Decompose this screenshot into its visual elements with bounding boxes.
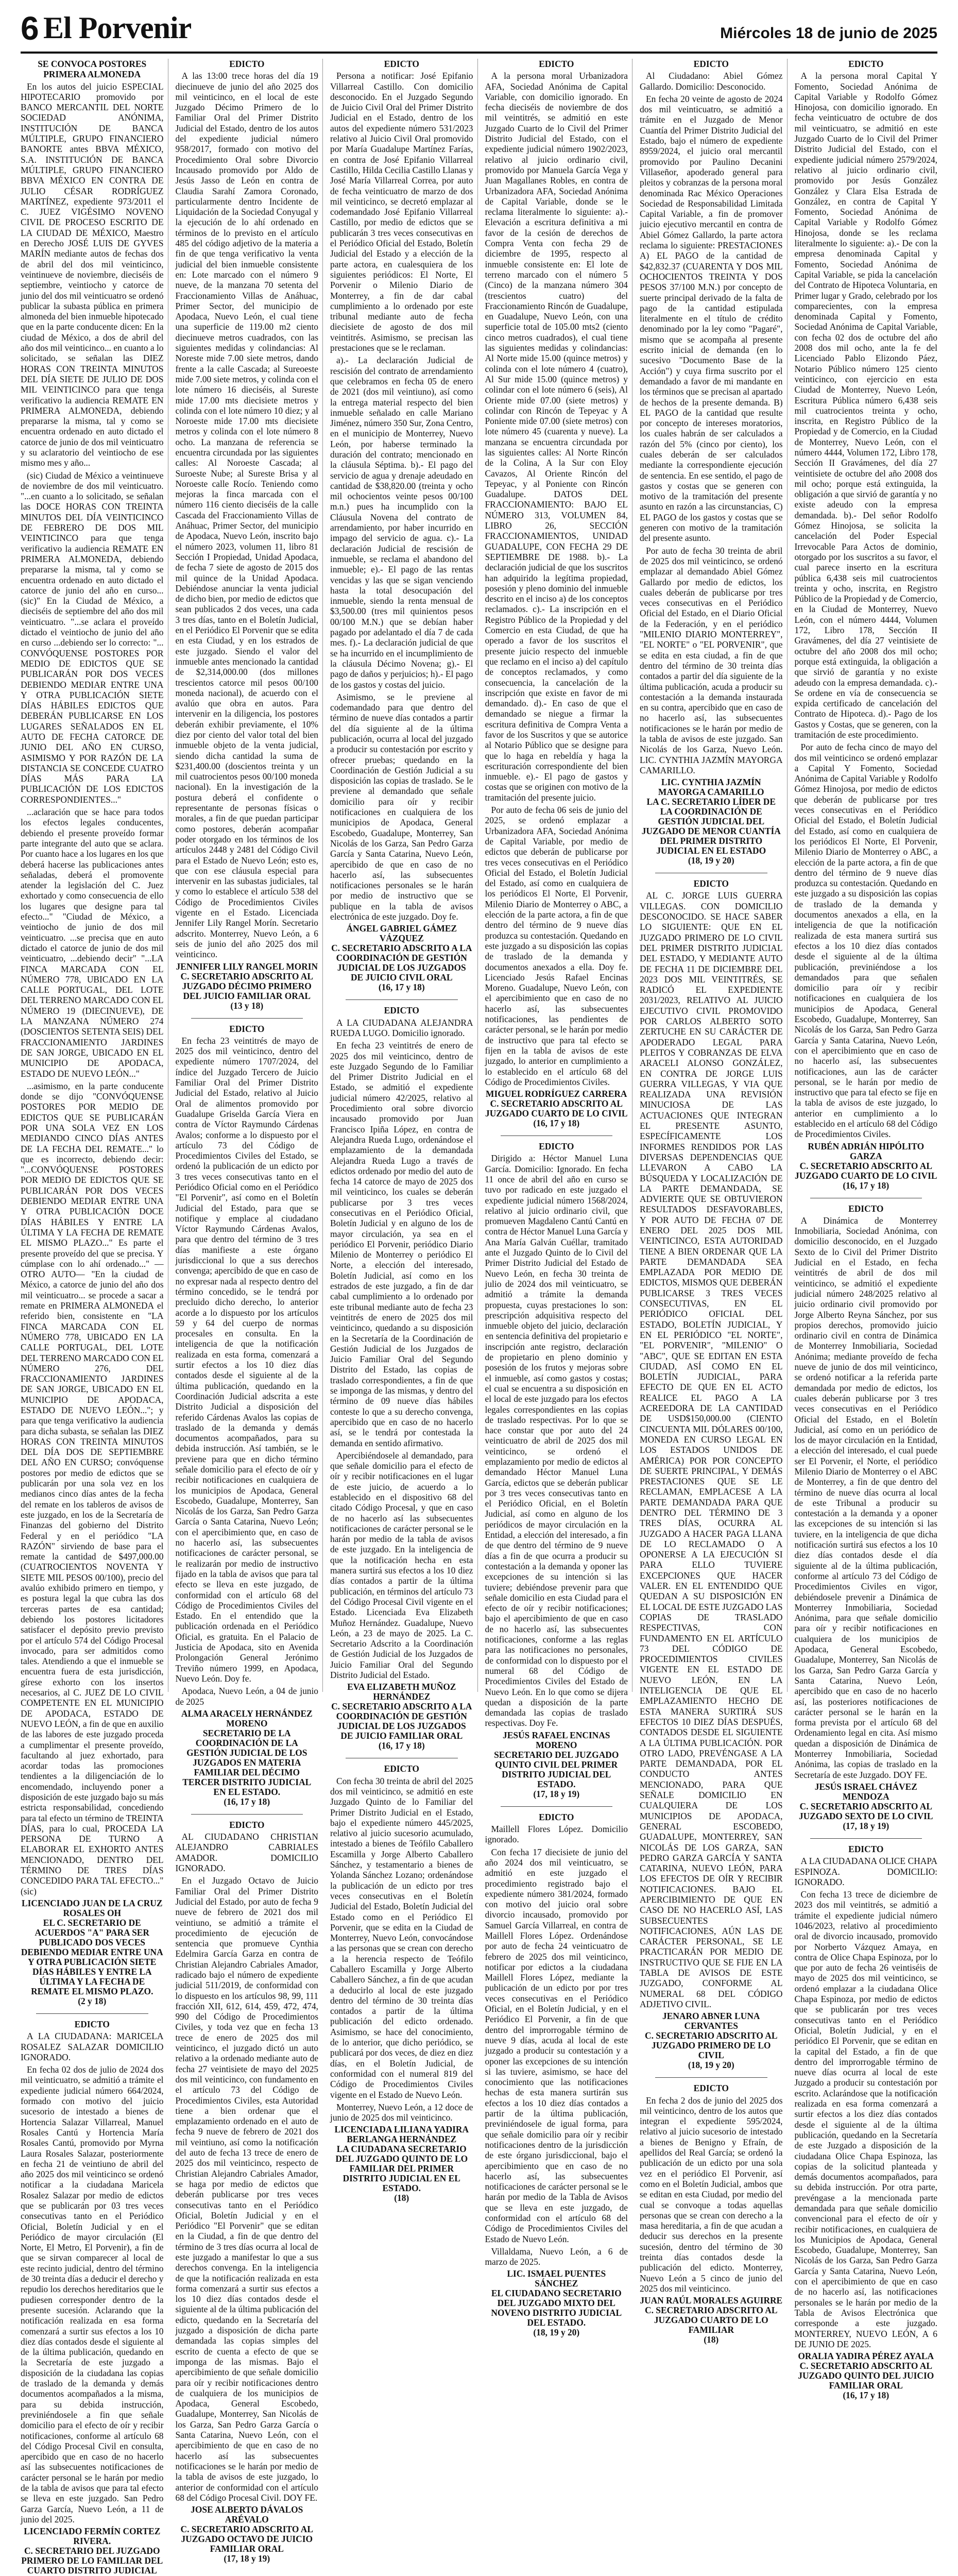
notice-paragraph: En fecha 23 veintitrés de enero de 2025 dos mil veinticinco, dentro de este Juzgado Segundo de lo Familiar del Primer Distrito Judicial en el Estado, se admitió el expediente judicial número 42/2025, relativo al Procedimiento oral sobre divorcio incausado promovido por Juan Francisco Ipiña López, en contra de Alejandra Rueda Lugo, ordenándose el emplazamiento de la demandada Alejandra Rueda Lugo a través de edictos ordenado por medio del auto de fecha 14 catorce de mayo de 2025 dos mil veinticinco, los cuales se deberán publicarse por 3 tres veces consecutivas en el Periódico Oficial, Boletín Judicial y en alguno de los de mayor circulación, ya sea en el periódico El Porvenir, periódico Diario Milenio de Monterrey o periódico El Norte, a elección del interesado, Boletín Judicial, así como en los estrados de este juzgado, a fin de dar cabal cumplimiento a lo ordenado por este tribunal mediante auto de fecha 23 veintitrés de enero de 2025 dos mil veinticinco, quedando a su disposición en la Secretaría de la Coordinación de Gestión Judicial de los Juzgados de Juicio Familiar Oral del Segundo Distrito del Estado, las copias de traslado correspondientes, a fin de que se imponga de las mismas, y dentro del término de 09 nueve días hábiles conteste lo que a su derecho convenga, apercibido que en caso de no hacerlo así, se le tendrá por contestada la demanda en sentido afirmativo. — [330, 1040, 473, 1448]
notice-title: EDICTO — [74, 2019, 110, 2029]
signature-name: LIC. CYNTHIA JAZMÍN MAYORGA CAMARILLO — [658, 777, 764, 798]
notice-paragraph: (sic) Ciudad de México a veintinueve de noviembre de dos mil veinticuatro. "...en cuanto a lo solicitado, se señalan las DOCE HORAS CON TREINTA MINUTOS DEL DÍA VEINTICINCO DE FEBRERO DE DOS MIL VEINTICINCO para que tenga verificativo la audiencia REMATE EN PRIMERA ALMONEDA, debiendo prepararse la misma, tal y como se encuentra ordenado en auto dictado el catorce de junio del año en curso...(sic)" En la Ciudad de México, a dieciséis de septiembre del año dos mil veinticuatro. "...se aclara el proveído dictado el veintiocho de junio del año en curso ...debiendo ser lo correcto: "... CONVÓQUENSE POSTORES POR MEDIO DE EDICTOS QUE SE PUBLICARÁN POR DOS VECES DEBIENDO MEDIAR ENTRE UNA Y OTRA PUBLICACIÓN SIETE DÍAS HÁBILES EDICTOS QUE DEBERÁN PUBLICARSE EN LOS LUGARES SEÑALADOS EN EL AUTO DE FECHA CATORCE DE JUNIO DEL AÑO EN CURSO, ASIMISMO Y POR RAZÓN DE LA DISTANCIA SE CONCEDE CUATRO DÍAS MÁS PARA LA PUBLICACIÓN DE LOS EDICTOS CORRESPONDIENTES..." — [21, 470, 164, 805]
notice-title: EDICTO — [384, 1005, 419, 1016]
notice-divider — [810, 1838, 922, 1839]
signature-dates: (16, 17 y 18) — [224, 1796, 270, 1807]
signature-role: C. SECRETARIO ADSCRITO AL JUZGADO CUARTO DE LO CIVIL — [795, 1160, 937, 1181]
notice-signature — [176, 1709, 319, 1807]
notice-paragraph: Apercibiéndosele al demandado, para que señale domicilio para el efecto de oír y recibir notificaciones en el lugar de este juicio, de acuerdo a lo establecido en el dispositivo 68 del citado Código Procesal, y que en caso de no hacerlo así las subsecuentes notificaciones de carácter personal se le harán por medio de la tabla de avisos de este juzgado. En la inteligencia de que la notificación hecha en esta manera surtirá sus efectos a los 10 diez días contados a partir de la última publicación, en términos del artículo 73 del Código Procesal Civil vigente en el Estado. Licenciada Eva Elizabeth Muñoz Hernández. Guadalupe, Nuevo León, a 23 de mayo de 2025. La C. Secretario Adscrito a la Coordinación de Gestión Judicial de los Juzgados de Juicio Familiar Oral del Segundo Distrito Judicial del Estado. — [330, 1450, 473, 1681]
signature-name: JOSE ALBERTO DÁVALOS ARÉVALO — [191, 2504, 303, 2525]
signature-name: LICENCIADO JUAN DE LA CRUZ ROSALES OH — [22, 1897, 163, 1918]
notice-paragraph: A las 13:00 trece horas del día 19 diecinueve de junio del año 2025 dos mil veinticinco, en el local de este Juzgado Décimo Primero de lo Familiar Oral del Primer Distrito Judicial del Estado, dentro de los autos del expediente judicial número 958/2017, formado con motivo del Procedimiento Oral sobre Divorcio Incausado promovido por Aldo de Jesús Jasso de León en contra de Claudia Sarahí Zamora Coronado, particularmente dentro Incidente de Liquidación de la Sociedad Conyugal y la ejecución de lo ahí ordenado en términos de lo previsto en el artículo 485 del código adjetivo de la materia a fin de que tenga verificativo la venta judicial del bien inmueble consistente en: Lote marcado con el número 9 nueve, de la manzana 70 setenta del Fraccionamiento Villas de Anáhuac, Primer Sector, del municipio de Apodaca, Nuevo León, el cual tiene una superficie de 119.00 m2 ciento diecinueve metros cuadrados, con las siguientes medidas y colindancias: Al Noreste mide 7.00 siete metros, dando frente a la calle Cascada; al Sureoeste mide 7.00 siete metros, y colinda con el lote número 16 dieciséis, al Sureste mide 17.00 mts diecisiete metros y colinda con el lote número 10 diez; y al Noroeste mide 17.00 mts diecisiete metros y colinda con el lote número 8 ocho. La manzana de referencia se encuentra circundada por las siguientes calles: Al Noroeste Cascada; al Suroeste Nube; al Sureste Brisa y al Noroeste calle Rocío. Teniendo como mejoras la finca marcada con el número 116 ciento dieciséis de la calle Cascada del Fraccionamiento Villas de Anáhuac, Primer Sector, del municipio de Apodaca, Nuevo León, inscrito bajo el número 2023, volumen 11, libro 81 Sección I Propiedad, Unidad Apodaca, de fecha 7 siete de agosto de 2015 dos mil quince de la Unidad Apodaca. Debiéndose anunciar la venta judicial de dicho bien, por medio de edictos que sean publicados 2 dos veces, una cada 3 tres días, tanto en el Boletín Judicial, en el Periódico El Porvenir que se edita en esta Ciudad, y en los estrados de este juzgado. Siendo el valor del inmueble antes mencionado la cantidad de $2,314,000.00 (dos millones trescientos catorce mil pesos 00/100 moneda nacional), de acuerdo con el avalúo que obra en autos. Para intervenir en la diligencia, los postores deberán exhibir previamente, el 10% diez por ciento del valor total del bien inmueble objeto de la venta judicial, siendo dicha cantidad la suma de $231,400.00 (doscientos treinta y un mil cuatrocientos pesos 00/100 moneda nacional). En la investigación de la postura deberá el confidente o representante de personas físicas o morales, a fin de que puedan participar como postores, deberán acompañar poder otorgado en los términos de los artículos 2448 y 2481 del Código Civil para el Estado de Nuevo León; esto es, que con ese cláusula especial para intervenir en las subastas judiciales, tal y como lo establece el artículo 538 del Código de Procedimientos Civiles vigente en el Estado. Licenciada Jennifer Lily Rangel Morín. Secretario adscrito. Monterrey, Nuevo León, a 6 seis de junio del año 2025 dos mil veinticinco. — [175, 71, 318, 960]
legal-notice — [795, 1844, 938, 2400]
notice-paragraph: Con fecha 13 trece de diciembre de 2023 dos mil veintitrés, se admitió a trámite el expediente judicial número 1046/2023, relativo al procedimiento oral de divorcio incausado, promovido por Norberto Vázquez Amaya, en contra de Olice Chapa Espinoza, por lo que por auto de fecha 26 veintiséis de mayo de 2025 dos mil veinticinco, se ordenó emplazar a la ciudadana Olice Chapa Espinoza, por medio de edictos que se publicarán por tres veces consecutivas tanto en el Periódico Oficial, Boletín Judicial, y en el periódico El Porvenir, que se editan en la capital del Estado, a fin de que dentro del improrrogable término de nueve días ocurra al local de este Juzgado a producir su contestación por escrito. Aclarándose que la notificación realizada en esa forma comenzará a surtir efectos a los diez días contados desde el siguiente al de la última publicación, quedando en la Secretaría de este Juzgado a disposición de la ciudadana Olice Chapa Espinoza, las copias de la solicitud planteada y demás documentos acompañados, para su debida instrucción. Por otra parte, prevéngase a la mencionada parte demandada para que señale domicilio convencional para el efecto de oír y recibir notificaciones, en cualquiera de los Municipios de Apodaca, General Escobedo, Guadalupe, Monterrey, San Nicolás de los Garza, San Pedro Garza García y Santa Catarina, Nuevo León, con el apercibimiento de que en caso de no hacerlo así, las notificaciones personales se le harán por medio de la Tabla de Avisos Electrónica que corresponde a este juzgado. MONTERREY, NUEVO LEÓN, A 6 DE JUNIO DE 2025. — [794, 1889, 937, 2349]
signature-dates: (13 y 18) — [230, 1000, 264, 1011]
signature-role: LA C. SECRETARIO LÍDER DE LA COORDINACIÓN DE GESTIÓN JUDICIAL DEL JUZGADO DE MENOR CUANTÍA DEL PRIMER DISTRITO JUDICIAL EN EL ESTADO — [641, 796, 781, 856]
signature-name: LICENCIADA LILIANA YADIRA BERLANGA HERNÁNDEZ — [334, 2124, 469, 2145]
issue-date: Miércoles 18 de junio de 2025 — [720, 25, 937, 42]
notice-paragraph: A LA CIUDADANA ALEJANDRA RUEDA LUGO. Domicilio ignorado. — [330, 1017, 473, 1038]
legal-notice — [795, 1204, 938, 1831]
notice-title: EDICTO — [848, 1203, 884, 1214]
legal-notice — [21, 2019, 164, 2576]
newspaper-logo: El Porvenir — [43, 11, 192, 45]
notice-paragraph: En fecha 20 veinte de agosto de 2024 dos mil veinticuatro, se admitió a trámite en el Juzgado de Menor Cuantía del Primer Distrito Judicial del Estado, bajo el número de expediente 8959/2024, el juicio oral mercantil promovido por Paulino Decanini Villaseñor, apoderado general para pleitos y cobranzas de la persona moral denominada Rac México Operaciones Sociedad de Responsabilidad Limitada Capital Variable, a fin de promover juicio ejecutivo mercantil en contra de Abiel Gómez Gallardo, la parte actora reclama lo siguiente: PRESTACIONES A) EL PAGO de la cantidad de $42,832.37 (CUARENTA Y DOS MIL OCHOCIENTOS TREINTA Y DOS PESOS 37/100 M.N.) por concepto de suerte principal derivado de la falta de pago de la cantidad estipulada literalmente en el título de crédito denominado por la ley como "Pagaré", mismo que se acompaña al presente escrito inicial de demanda (en lo sucesivo "Documento Base de la Acción") y cuya firma suscrito por el demandado a favor de mi mandante en los términos que se precisan al apartado de hechos de la presente demanda. B) EL PAGO de la cantidad que resulte por concepto de intereses moratorios, los cuales habrán de ser calculados a razón del 5% (cinco por ciento), los cuales deberán de ser calculados mediante la correspondiente ejecución de sentencia. En ese sentido, el pago de gastos y costas que se generen con motivo de la tramitación del presente asunto en razón a las circunstancias, C) EL PAGO de los gastos y costas que se generen con motivo de la tramitación del presente asunto. — [640, 93, 783, 544]
signature-role: SECRETARIO DE LA COORDINACIÓN DE LA GESTIÓN JUDICIAL DE LOS JUZGADOS EN MATERIA FAMILIAR DEL DÉCIMO TERCER DISTRITO JUDICIAL EN EL ESTADO. — [182, 1727, 312, 1797]
signature-dates: (16, 17 y 18) — [843, 2390, 889, 2401]
signature-dates: (18, 19 y 20) — [533, 2327, 580, 2338]
signature-role: SECRETARIO DEL JUZGADO QUINTO CIVIL DEL PRIMER DISTRITO JUDICIAL DEL ESTADO. — [494, 1749, 619, 1789]
notice-paragraph: A Dinámica de Monterrey Inmobiliaria, Sociedad Anónima, con domicilio desconocido, en el Juzgado Sexto de lo Civil del Primer Distrito Judicial en el Estado, en fecha veintitrés de abril de dos mil veinticinco, se admitió el expediente judicial número 248/2025 relativo al juicio ordinario civil promovido por Jorge Alberto Reyna Sánchez, por sus propios derechos, promovido juicio ordinario civil en contra de Dinámica de Monterrey Inmobiliaria, Sociedad Anónima; mediante proveído de fecha nueve de junio de dos mil veinticinco, se ordenó notificar a la referida parte demandada por medio de edictos, los cuales deberán publicarse por 3 tres veces consecutivas en el Periódico Oficial del Estado, en el Boletín Judicial, así como en un periódico de los de mayor circulación en la Entidad, a elección del interesado, el cual puede ser El Porvenir, el Norte, el periódico Milenio Diario de Monterrey o el ABC de Monterrey, a fin de que dentro del término de nueve días ocurra al local de este Tribunal a producir su contestación a la demanda y a oponer las excepciones de su intención si las tuviere, en la inteligencia de que dicha notificación surtirá sus efectos a los 10 diez días contados desde el día siguiente al de la última publicación, conforme al artículo 73 del Código de Procedimientos Civiles en vigor, debiéndosele prevenir a Dinámica de Monterrey Inmobiliaria, Sociedad Anónima, para que señale domicilio para oír y recibir notificaciones en cualquiera de los municipios de Apodaca, General Escobedo, Guadalupe, Monterrey, San Nicolás de los Garza, San Pedro Garza García y Santa Catarina, Nuevo León, apercibido que en caso de no hacerlo así, las posteriores notificaciones de carácter personal se le harán en la forma prevista por el artículo 68 del Ordenamiento legal en cita. Así mismo quedan a disposición de Dinámica de Monterrey Inmobiliaria, Sociedad Anónima, las copias de traslado en la Secretaría de este Juzgado. DOY FE. — [794, 1215, 937, 1780]
notice-title: EDICTO — [384, 1764, 419, 1774]
notice-paragraph: a).- La declaración Judicial de rescisión del contrato de arrendamiento que celebramos en fecha 05 de enero de 2021 (dos mil veintiuno), así como la entrega material respecto del bien inmueble señalado en calle Mariano Jiménez, número 350 Sur, Zona Centro, en el municipio de Monterrey, Nuevo León, por haberse terminado la duración del contrato; mencionado en la cláusula Séptima. b).- El pago del servicio de agua y drenaje adeudado en cantidad de $38,820.00 (treinta y ocho mil ochocientos veinte pesos 00/100 m.n.) pues ha incumplido con la Cláusula Novena del contrato de arrendamiento, por haber incurrido en impago del servicio de agua. c).- La declaración Judicial de rescisión de inmueble, se reclama el abandono del inmueble; e).- El pago de las rentas vencidas y las que se sigan venciendo hasta la total desocupación del inmueble, siendo la renta mensual de $3,500.00 (tres mil quinientos pesos 00/100 M.N.) que se debían haber pagado por adelantado el día 7 de cada mes. f).- La declaración judicial de que se ha incurrido en el incumplimiento de la cláusula Décimo Novena; g).- El pago de daños y perjuicios; h).- El pago de los gastos y costas del juicio. — [330, 355, 473, 690]
notice-paragraph: Por auto de fecha 30 treinta de abril de 2025 dos mil veinticinco, se ordenó emplazar al demandado Abiel Gómez Gallardo por medio de edictos, los cuales deberán de publicarse por tres veces consecutivas en el Periódico Oficial del Estado, en el Diario Oficial de la Federación, y en el periódico "MILENIO DIARIO MONTERREY", "EL NORTE" o "EL PORVENIR", que se edita en esta ciudad, a fin de que dentro del término de 30 treinta días contados a partir del día siguiente de la última publicación, acuda a producir su contestación a la demanda instaurada en su contra, apercibido que en caso de no hacerlo así, las subsecuentes notificaciones se le harán por medio de la tabla de avisos de este juzgado. San Nicolás de los Garza, Nuevo León. LIC. CYNTHIA JAZMÍN MAYORGA CAMARILLO. — [640, 545, 783, 775]
legal-notice — [176, 1820, 319, 2564]
signature-dates: (18, 19 y 20) — [688, 2060, 734, 2071]
signature-name: JESÚS ISRAEL CHÁVEZ MENDOZA — [814, 1781, 917, 1802]
notice-paragraph: En fecha 23 veintitrés de mayo de 2025 dos mil veinticinco, dentro del expediente número 1707/2024, del índice del Juzgado Tercero de Juicio Familiar Oral del Primer Distrito Judicial del Estado, relativo al Juicio Oral de alimentos promovido por Guadalupe Griselda García Viera en contra de Víctor Raymundo Cárdenas Avalos; conforme a lo dispuesto por el artículo 73 del Código de Procedimientos Civiles del Estado, se ordenó la publicación de un edicto por 3 tres veces consecutivas tanto en el Periódico Oficial como en el Periódico "El Porvenir", así como en el Boletín Judicial del Estado, para que se notifique y emplace al ciudadano Víctor Raymundo Cárdenas Avalos, para que dentro del término de 3 tres días manifieste a este órgano jurisdiccional lo que a sus derechos convenga; apercibido de que en caso de no expresar nada al respecto dentro del término concedido, se le tendrá por precluido dicho derecho, lo anterior acorde a lo dispuesto por los artículos 59 y 64 del cuerpo de normas procesales en consulta. En la inteligencia de que la notificación realizada en esta forma, comenzará a surtir efectos a los 10 diez días contados desde el siguiente al de la última publicación, quedando en la Coordinación Judicial adscrita a este Distrito Judicial a disposición del referido Cárdenas Avalos las copias de traslado de la demanda y demás documentos acompañados, para su debida instrucción. Así también, se le previene para que en dicho término señale domicilio para el efecto de oír y recibir notificaciones en cualquiera de los municipios de Apodaca, General Escobedo, Guadalupe, Monterrey, San Nicolás de los Garza, San Pedro Garza García o Santa Catarina, Nuevo León; con el apercibimiento que, en caso de no hacerlo así, las subsecuentes notificaciones de carácter personal, se le realizarán por medio de instructivo fijado en la tabla de avisos que para tal efecto se lleva en este juzgado, de conformidad con el artículo 68 del Código de Procedimientos Civiles del Estado. En el entendido que la publicación ordenada en el Periódico Oficial, es gratuita. En el Palacio de Justicia de Apodaca, sito en Avenida Prolongación General Jerónimo Treviño número 1999, en Apodaca, Nuevo León. Doy fe. — [175, 1035, 318, 1684]
legal-notice — [330, 1005, 473, 1751]
signature-name: LIC. ISMAEL PUENTES SÁNCHEZ — [507, 2268, 606, 2289]
signature-name: JENARO ABNER LUNA CERVANTES — [662, 2011, 760, 2031]
signature-name: LICENCIADO FERMÍN CORTEZ RIVERA. — [24, 2526, 161, 2547]
signature-role: C. SECRETARIO ADSCRITO A LA COORDINACIÓN DE GESTIÓN JUDICIAL DE LOS JUZGADOS DE JUICIO FAMILIAR ORAL — [331, 1701, 472, 1741]
notice-signature — [176, 2505, 319, 2564]
signature-dates: (16, 17 y 18) — [378, 982, 425, 993]
legal-notice — [485, 1812, 628, 2338]
notice-paragraph: Con fecha 17 diecisiete de junio del año 2024 dos mil veinticuatro, se admitió en este juzgado el procedimiento registrado bajo el expediente número 381/2024, formado con motivo del juicio oral sobre divorcio incausado, promovido por Samuel García Villarreal, en contra de Maillell Flores López. Ordenándose por auto de fecha 24 veinticuatro de febrero de 2025 dos mil veinticinco, notificar por edictos a la ciudadana Maillell Flores López, mediante la publicación de un edicto por por tres veces consecutivas en el Periódico Oficial, en el Boletín Judicial, y en el Periódico El Porvenir, a fin de que dentro del improrrogable término de nueve 9 días, acuda al local de este juzgado a producir su contestación y a oponer las excepciones de su intención si las tuviere, asimismo, se hace del conocimiento que las notificaciones hechas de esta manera surtirán sus efectos a los 10 diez días contados a partir de la última publicación, previniéndosele de igual forma, para que señale domicilio para oír y recibir notificaciones dentro de la jurisdicción de este órgano jurisdiccional, bajo el apercibimiento que en caso de no hacerlo así, las subsecuentes notificaciones de carácter personal se le harán por medio de la Tabla de Avisos que se lleva en este juzgado, de conformidad con el artículo 68 del Código de Procedimientos Civiles del Estado de Nuevo León. — [485, 1846, 628, 2244]
notice-divider — [191, 1018, 303, 1019]
signature-role: C. SECRETARIO DEL JUZGADO PRIMERO DE LO FAMILIAR DEL CUARTO DISTRITO JUDICIAL — [21, 2546, 163, 2576]
notice-signature — [640, 2011, 783, 2070]
notice-signature — [330, 1682, 473, 1751]
page-number: 6 — [21, 10, 39, 47]
legal-notice — [176, 59, 319, 1011]
signature-name: EVA ELIZABETH MUÑOZ HERNÁNDEZ — [347, 1682, 456, 1702]
legal-notice — [21, 59, 164, 2006]
notice-paragraph: Dirigido a: Héctor Manuel Luna García. Domicilio: Ignorado. En fecha 11 once de abril del año en curso se tuvo por radicado en este juzgado el expediente judicial número 1568/2024, relativo al juicio ordinario civil, que promueven Magdaleno Cantú Cantú en contra de Héctor Manuel Luna García y Ana María Galván Cuéllar, tramitado ante el Juzgado Quinto de lo Civil del Primer Distrito Judicial del Estado de Nuevo León, en fecha 30 treinta de julio de 2024 dos mil veinticuatro, se admitió a trámite la demanda propuesta, cuyas prestaciones lo son: prescripción adquisitiva respecto del inmueble objeto del juicio, declaración en sentencia definitiva del propietario e inscripción ante registro, declaración de propietario en pleno dominio y posesión de los frutos y mejoras sobre el inmueble, así como gastos y costas; el cual se encuentra a su disposición en el local de este juzgado para los efectos legales correspondientes en las copias de traslado respectivas. Por lo que se hace constar que por auto del 24 veinticuatro de abril de 2025 dos mil veinticinco, se ordenó el emplazamiento por medio de edictos al demandado Héctor Manuel Luna García, edictos que se deberán publicar por 3 tres veces consecutivas tanto en el Periódico Oficial, en el Boletín Judicial, así como en alguno de los periódicos de mayor circulación en la Entidad, a elección del interesado, a fin de que dentro del término de 9 nueve días a fin de que ocurra a producir su contestación a la demanda y oponer las excepciones de su intención si las tuviere; debiéndose prevenir para que señale domicilio en esta Ciudad para el efecto de oír y recibir notificaciones; bajo el apercibimiento de que en caso de no hacerlo así, las subsecuentes notificaciones, conforme a las reglas para las notificaciones no personales, de conformidad con lo dispuesto por el numeral 68 del Código de Procedimientos Civiles del Estado de Nuevo León. En lo que como se dijera quedan a disposición de la parte demandada las copias de traslado respectivas. Doy Fe. — [485, 1153, 628, 1728]
signature-name: RUBÉN ADRIÁN HIPÓLITO GARZA — [808, 1141, 925, 1161]
notice-signature — [21, 2527, 164, 2576]
notice-paragraph: ...aclaración que se hace para todos los efectos legales conducentes, debiendo el presente proveído formar parte integrante del auto que se aclara. Por cuanto hace a los lugares en los que deberá hacerse las publicaciones antes señaladas, deberá el promovente atender la legislación del C. Juez exhortado y como consecuencia de ello los lugares que designe para tal efecto..." "Ciudad de México, a veintiocho de junio de dos mil veinticuatro. ...se precisa que en auto dictado el catorce de junio de dos mil veinticuatro, ...debiendo decir" "...LA FINCA MARCADA CON EL NÚMERO 778, UBICADO EN LA CALLE PORTUGAL, DEL LOTE DEL TERRENO MARCADO CON EL NÚMERO 19 (DIECINUEVE), DE LA MANZANA NÚMERO 274 (DOSCIENTOS SETENTA SEIS) DEL FRACCIONAMIENTO JARDINES DE SAN JORGE, UBICADO EN EL MUNICIPIO DE APODACA, ESTADO DE NUEVO LEÓN..." — [21, 807, 164, 1079]
notice-title: EDICTO — [229, 59, 265, 69]
signature-role: C. SECRETARIO ADSCRITO AL JUZGADO PRIMERO DE LO CIVIL — [645, 2030, 778, 2061]
notice-paragraph: Monterrey, Nuevo León, a 12 doce de junio de 2025 dos mil veinticinco. — [330, 2102, 473, 2123]
notice-signature — [640, 777, 783, 866]
notice-title: EDICTO — [848, 59, 884, 69]
signature-name: JESÚS RAFAEL ENCINAS MORENO — [503, 1730, 610, 1750]
signature-role: C. SECRETARIO ADSCRITO AL JUZGADO SEXTO DE LO CIVIL — [798, 1801, 933, 1821]
notice-title: EDICTO — [693, 2083, 729, 2094]
signature-dates: (16, 17 y 18) — [378, 1740, 425, 1751]
signature-role: C. SECRETARIO ADSCRITO A LA COORDINACIÓN DE GESTIÓN JUDICIAL DE LOS JUZGADOS DE JUICIO CIVIL ORAL — [331, 943, 472, 983]
signature-dates: (17, 18 y 19) — [224, 2553, 270, 2564]
notice-paragraph: AL C. JORGE LUIS GUERRA VILLEGAS. CON DOMICILIO DESCONOCIDO. SE HACE SABER LO SIGUIENTE: QUE EN EL JUZGADO PRIMERO DE LO CIVIL DEL PRIMER DISTRITO JUDICIAL DEL ESTADO, Y MEDIANTE AUTO DE FECHA 11 DE DICIEMBRE DEL 2023 DOS MIL VEINTITRÉS, SE RADICÓ EL EXPEDIENTE 2031/2023, RELATIVO AL JUICIO EJECUTIVO CIVIL PROMOVIDO POR CARLOS ALBERTO SOTO ZERTUCHE EN SU CARÁCTER DE APODERADO LEGAL PARA PLEITOS Y COBRANZAS DE ELVA ARACELI ALONSO GONZÁLEZ, EN CONTRA DE JORGE LUIS GUERRA VILLEGAS, Y VIA QUE REALIZADA UNA REVISIÓN MINUCIOSA DE LAS ACTUACIONES QUE INTEGRAN EL PRESENTE ASUNTO, ESPECÍFICAMENTE LOS INFORMES RENDIDOS POR LAS DIVERSAS DEPENDENCIAS QUE LLEVARON A CABO LA BÚSQUEDA Y LOCALIZACIÓN DE LA PARTE DEMANDADA, SE ADVIERTE QUE SE OBTUVIERON RESULTADOS DESFAVORABLES, Y POR AUTO DE FECHA 07 DE ENERO DEL 2025 DOS MIL VEINTICINCO, ESTA AUTORIDAD TIENE A BIEN ORDENAR QUE LA PARTE DEMANDADA SEA EMPLAZADA POR MEDIO DE EDICTOS, MISMOS QUE DEBERÁN PUBLICARSE 3 TRES VECES CONSECUTIVAS, EN EL PERIÓDICO OFICIAL DEL ESTADO, BOLETÍN JUDICIAL, Y EN EL PERIÓDICO "EL NORTE", "EL PORVENIR", "MILENIO" O "ABC", QUE SE EDITAN EN ESTA CIUDAD, ASÍ COMO EN EL BOLETÍN JUDICIAL, PARA EFECTO DE QUE EN EL ACTO REALICE EL PAGO A LA ACREEDORA DE LA CANTIDAD DE USD$150,000.00 (CIENTO CINCUENTA MIL DÓLARES 00/100, MONEDA EN CURSO LEGAL EN LOS ESTADOS UNIDOS DE AMÉRICA) POR POR CONCEPTO DE SUERTE PRINCIPAL, Y DEMÁS PRESTACIONES QUE SE LE RECLAMAN, EMPLACESE A LA PARTE DEMANDADA PARA QUE DENTRO DEL TÉRMINO DE 3 TRES DÍAS, OCURRA AL JUZGADO A HACER PAGA LLANA DE LO RECLAMADO O A OPONERSE A LA EJECUCIÓN SI PARA ELLO TUVIERE EXCEPCIONES QUE HACER VALER. EN EL ENTENDIDO QUE QUEDAN A SU DISPOSICIÓN EN EL LOCAL DE ESTE JUZGADO LAS COPIAS DE TRASLADO RESPECTIVAS, CON FUNDAMENTO EN EL ARTÍCULO 73 DEL CÓDIGO DE PROCEDIMIENTOS CIVILES VIGENTE EN EL ESTADO DE NUEVO LEÓN, EN LA INTELIGENCIA DE QUE EL EMPLAZAMIENTO HECHO DE ESTA MANERA SURTIRÁ SUS EFECTOS 10 DIEZ DÍAS DESPUÉS, CONTADOS DESDE EL SIGUIENTE A LA ÚLTIMA PUBLICACIÓN. POR OTRO LADO, PREVÉNGASE A LA PARTE DEMANDADA, POR EL CONDUCTO ANTES MENCIONADO, PARA QUE SEÑALE DOMICILIO EN CUALQUIERA DE LOS MUNICIPIOS DE APODACA, GENERAL ESCOBEDO, GUADALUPE, MONTERREY, SAN NICOLÁS DE LOS GARZA, SAN PEDRO GARZA GARCÍA Y SANTA CATARINA, NUEVO LEÓN, PARA LOS EFECTOS DE OÍR Y RECIBIR NOTIFICACIONES. BAJO EL APERCIBIMIENTO DE QUE EN CASO DE NO HACERLO ASÍ, LAS SUBSECUENTES NOTIFICACIONES, AÚN LAS DE CARÁCTER PERSONAL, SE LE PRACTICARÁN POR MEDIO DE INSTRUCTIVO QUE SE FIJE EN LA TABLA DE AVISOS DE ESTE JUZGADO, CONFORME AL NUMERAL 68 DEL CÓDIGO ADJETIVO CIVIL. — [640, 890, 783, 2009]
signature-role: C. SECRETARIO ADSCRITO AL JUZGADO DÉCIMO PRIMERO DEL JUICIO FAMILIAR ORAL — [180, 971, 313, 1001]
notice-signature — [21, 1899, 164, 2006]
notice-title: EDICTO — [848, 1843, 884, 1854]
legal-notice — [330, 59, 473, 992]
signature-name: ALMA ARACELY HERNÁNDEZ MORENO — [181, 1708, 313, 1728]
signature-role: LA CIUDADANA SECRETARIO DEL JUZGADO QUINTO DE LO FAMILIAR DEL PRIMER DISTRITO JUDICIAL EN EL ESTADO. — [335, 2144, 468, 2194]
signature-role: C. SECRETARIO ADSCRITO AL JUZGADO CUARTO DE LO FAMILIAR — [645, 2305, 778, 2335]
notice-title: EDICTO — [539, 1811, 574, 1822]
notice-paragraph: Por auto de fecha 06 seis de junio del 2025, se ordenó emplazar a Urbanizadora AFA, Sociedad Anónima de Capital Variable, por medio de edictos que deberán de publicarse por tres veces consecutivas en el Periódico Oficial del Estado, el Boletín Judicial del Estado, así como en cualquiera de los periódicos El Norte, El Porvenir, Milenio Diario de Monterrey o ABC, a elección de la parte actora, a fin de que dentro del término de 9 nueve días produzca su contestación. Quedando en este juzgado a su disposición las copias de traslado de la demanda y documentos anexados a ella. Doy fe. Licenciado Jesús Rafael Encinas Moreno. Guadalupe, Nuevo León, con el apercibimiento que en caso de no hacerlo así, las subsecuentes notificaciones, las pendientes de carácter personal, se le harán por medio de instructivo que para tal efecto se fijen en la tabla de avisos de este juzgado, lo anterior en cumplimiento a lo establecido en el artículo 68 del Código de Procedimientos Civiles. — [485, 805, 628, 1087]
notice-paragraph: Por auto de fecha cinco de mayo del dos mil veinticinco se ordenó emplazar a Capital Y Fomento, Sociedad Anónima de Capital Variable y Rodolfo Gómez Hinojosa, por medio de edictos que deberán de publicarse por tres veces consecutivas en el Periódico Oficial del Estado, el Boletín Judicial del Estado, así como en cualquiera de los periódicos El Norte, El Porvenir, Milenio Diario de Monterrey o ABC, a elección de la parte actora, a fin de que dentro del término de 9 nueve días produzca su contestación. Quedando en este juzgado a su disposición las copias de traslado de la demanda y documentos anexados a ella, en la inteligencia de que la notificación realizada de esta manera surtirá sus efectos a los 10 diez días contados desde el siguiente al de la última publicación, previniéndose a los demandados para que señalen domicilio para oír y recibir notificaciones en cualquiera de los municipios de Apodaca, General Escobedo, Guadalupe, Monterrey, San Nicolás de los Garza, San Pedro Garza García y Santa Catarina, Nuevo León, con el apercibimiento que en caso de no hacerlo así, las subsecuentes notificaciones, aun las de carácter personal, se le harán por medio de instructivo que para tal efecto se fije en la tabla de avisos de este juzgado, lo anterior en cumplimiento a lo establecido en el artículo 68 del Código de Procedimientos Civiles. — [794, 742, 937, 1140]
notice-paragraph: Villaldama, Nuevo León, a 6 de marzo de 2025. — [485, 2246, 628, 2267]
notice-signature — [485, 2269, 628, 2337]
signature-dates: (17, 18 y 19) — [533, 1788, 580, 1799]
notice-title: EDICTO — [229, 1023, 265, 1034]
legal-notice — [640, 878, 783, 2070]
notice-paragraph: Apodaca, Nuevo León, a 04 de junio de 2025 — [175, 1686, 318, 1707]
notice-paragraph: Asimismo, se le previene al codemandado para que dentro del término de nueve días contados a partir del día siguiente al de la última publicación, ocurra al local del juzgado a producir su contestación por escrito y ofrecer pruebas; quedando en la Coordinación de Gestión Judicial a su disposición las copias de traslado. Se le previene al demandado que señale domicilio para oír y recibir notificaciones en cualquiera de los municipios de Apodaca, General Escobedo, Guadalupe, Monterrey, San Nicolás de los Garza, San Pedro Garza García y Santa Catarina, Nuevo León, apercibido de que en caso de no hacerlo así, las subsecuentes notificaciones personales se le harán por medio de instructivo que se publique en la tabla de avisos electrónica de este juzgado. Doy fe. — [330, 691, 473, 922]
notice-signature — [485, 1089, 628, 1128]
notice-divider — [655, 2077, 767, 2078]
signature-role: EL CIUDADANO SECRETARIO DEL JUZGADO MIXTO DEL NOVENO DISTRITO JUDICIAL DEL ESTADO. — [491, 2288, 622, 2328]
signature-role: C. SECRETARIO ADSCRITO AL JUZGADO CUARTO DE LO CIVIL — [485, 1098, 628, 1119]
signature-name: ORALIA YADIRA PÉREZ AYALA — [798, 2351, 934, 2362]
notice-paragraph: Al Ciudadano: Abiel Gómez Gallardo. Domicilio: Desconocido. — [640, 71, 783, 92]
notice-paragraph: Persona a notificar: José Epifanio Villarreal Castillo. Con domicilio desconocido. En el Juzgado Segundo de Juicio Civil Oral del Primer Distrito Judicial en el Estado, dentro de los autos del expediente número 531/2023 relativo al Juicio Civil Oral promovido por María Guadalupe Martínez Farías, en contra de José Epifanio Villarreal Castillo, Hilda Cecilia Castillo Llanas y José María Villarreal Correa, por auto de fecha veinticuatro de marzo de dos mil veinticinco, se decretó emplazar al codemandado José Epifanio Villarreal Castillo, por medio de edictos que se publicarán 3 tres veces consecutivas en el Periódico Oficial del Estado, Boletín Judicial del Estado y a elección de la parte actora, en cualesquiera de los siguientes periódicos: El Norte, El Porvenir o Milenio Diario de Monterrey, a fin de dar cabal cumplimiento a lo ordenado por este tribunal mediante auto de fecha diecisiete de agosto de dos mil veintitrés. Asimismo, se precisan las prestaciones que se le reclaman. — [330, 71, 473, 353]
notice-paragraph: En el Juzgado Octavo de Juicio Familiar Oral del Primer Distrito Judicial del Estado, por auto de fecha 9 nueve de febrero de 2021 dos mil veintiuno, se admitió a trámite el procedimiento de ejecución de sentencia que promueve Cynthia Edelmira García Garza en contra de Christian Alejandro Cabriales Amador, radicado bajo el número de expediente judicial 511/2019, de conformidad con lo dispuesto en los artículos 98, 99, 111 fracción XII, 612, 614, 459, 472, 474, 990 del Código de Procedimientos Civiles, y toda vez que en fecha 13 trece de enero de 2025 dos mil veinticinco, el juzgado dictó un auto relativo a la ordenado mediante auto de fecha 27 veintisiete de mayo del 2025 dos mil veinticinco, con fundamento en el artículo 73 del Código de Procedimientos Civiles, esta Autoridad tiene a bien ordenar que el emplazamiento ordenado en el auto de fecha 9 nueve de febrero de 2021 dos mil veintiuno, así como la notificación del auto de fecha 13 trece de enero de 2025 dos mil veinticinco, respecto de Christian Alejandro Cabriales Amador, se haga por medio de edictos que deberán publicarse por tres veces consecutivas tanto en el Periódico Oficial, Boletín Judicial y en el Periódico "El Porvenir" que se editan en la Ciudad, a fin de que dentro del término de 3 tres días ocurra al local de este juzgado a manifestar lo que a sus derechos convenga. En la inteligencia de que la notificación realizada en esta forma comenzará a surtir sus efectos a los 10 diez días contados desde el siguiente al de la última publicación del edicto, quedando en la Secretaría del juzgado a disposición de dicha parte demandada las copias simples del escrito de cuenta a efecto de que se imponga de las mismas. Bajo el apercibimiento de que señale domicilio para oír y recibir notificaciones dentro de cualquiera de los municipios de Apodaca, General Escobedo, Guadalupe, Monterrey, San Nicolás de los Garza, San Pedro Garza García o Santa Catarina, Nuevo León, con el apercibimiento de que en caso de no hacerlo así las subsecuentes notificaciones se le harán por medio de la tabla de avisos de este juzgado, lo anterior de conformidad con el artículo 68 del Código Procesal Civil. DOY FE. — [175, 1875, 318, 2503]
notice-divider — [501, 1806, 613, 1807]
signature-dates: (18) — [704, 2334, 719, 2345]
notice-title: EDICTO — [229, 1819, 265, 1830]
column-1 — [21, 59, 168, 2576]
notice-title: EDICTO — [693, 59, 729, 69]
legal-notice — [176, 1024, 319, 1807]
notice-signature — [176, 962, 319, 1011]
masthead — [21, 9, 937, 54]
notice-paragraph: A LA CIUDADANA: MARICELA ROSALEZ SALAZAR DOMICILIO IGNORADO. — [21, 2031, 164, 2062]
notice-title: EDICTO — [693, 878, 729, 889]
signature-dates: (16, 17 y 18) — [533, 1118, 580, 1129]
notice-paragraph: A la persona moral Urbanizadora AFA, Sociedad Anónima de Capital Variable, con domicilio ignorado. En fecha dieciséis de noviembre de dos mil veintitrés, se admitió en este Juzgado Cuarto de lo Civil del Primer Distrito Judicial del Estado, con el expediente judicial número 1902/2023, relativo al juicio ordinario civil, promovido por Manuela García Vega y Juan Magallanes Robles, en contra de Urbanizadora AFA, Sociedad Anónima de Capital Variable, donde se le reclama literalmente lo siguiente: a).- Elevación a escritura definitiva a mi favor de la cesión de derechos de Compra Venta con fecha 29 de diciembre de 1995, respecto al inmueble consistente en: El lote de terreno marcado con el número 5 (Cinco) de la manzana número 304 (trescientos cuatro) del Fraccionamiento Rincón de Guadalupe, en Guadalupe, Nuevo León, con una superficie total de 105.00 mts2 (ciento cinco metros cuadrados), el cual tiene las siguientes medidas y colindancias: Al Norte mide 15.00 (quince metros) y colinda con el lote número 4 (cuatro), Al Sur mide 15.00 (quince metros) y colindar con el lote número 6 (seis), Al Oriente mide 07.00 (siete metros) y colindar con Rincón de Tepeyac y A Poniente mide 07.00 (siete metros) con lote número 45 (cuarenta y nueve). La manzana se encuentra circundada por las siguientes calles: Al Norte Rincón de la Colina, A la Sur con Eloy Cavazos, Al Oriente Rincón del Tepeyac, y al Poniente con Rincón Guadalupe. DATOS DEL FRACCIONAMIENTO: BAJO EL NÚMERO 313, VOLUMEN 84, LIBRO 26, SECCIÓN FRACCIONAMIENTOS, UNIDAD GUADALUPE, CON FECHA 29 DE SEPTIEMBRE DE 1988. b).- La declaración judicial de que los suscritos han adquirido la legítima propiedad, posesión y pleno dominio del inmueble descrito en el inciso a) de los conceptos reclamados. c).- La inscripción en el Registro Público de la Propiedad y del Comercio en esta Ciudad, de que ha operado a favor de los suscritos el presente juicio respecto del inmueble que reclamo en el inciso a) del capítulo de conceptos reclamados, y como consecuencia, la cancelación de la inscripción que existe en favor de mi demandado. d).- En caso de que el demandado se niegue a firmar la escritura definitiva de Compra Venta a favor de los Suscritos y que se autorice al Notario Público que se designe para que lo haga en rebeldía y haga la escrituración correspondiente del bien inmueble. e).- El pago de gastos y costas que se originen con motivo de la tramitación del presente juicio. — [485, 71, 628, 803]
notice-title: EDICTO — [384, 59, 419, 69]
signature-dates: (17, 18 y 19) — [843, 1820, 889, 1831]
notice-divider — [36, 2013, 148, 2014]
notice-signature — [485, 1731, 628, 1799]
notice-title: SE CONVOCA POSTORES PRIMERA ALMONEDA — [38, 59, 147, 80]
notice-signature — [795, 1142, 938, 1191]
signature-name: JENNIFER LILY RANGEL MORIN — [176, 961, 318, 972]
legal-notice — [485, 1141, 628, 1799]
notice-signature — [640, 2296, 783, 2345]
legal-notice — [795, 59, 938, 1191]
legal-notice — [485, 59, 628, 1128]
notice-signature — [795, 1782, 938, 1831]
column-3 — [330, 59, 478, 2204]
notice-signature — [795, 2351, 938, 2400]
notice-paragraph: A LA CIUDADANA OLICE CHAPA ESPINOZA. DOMICILIO: IGNORADO. — [794, 1856, 937, 1887]
signature-dates: (2 y 18) — [78, 1995, 107, 2006]
signature-name: ÁNGEL GABRIEL GÁMEZ VÁZQUEZ — [346, 923, 457, 944]
notice-signature — [330, 924, 473, 992]
notice-divider — [346, 999, 458, 1000]
column-4 — [485, 59, 633, 2338]
column-2 — [175, 59, 323, 2564]
signature-dates: (16, 17 y 18) — [843, 1180, 889, 1191]
notice-signature — [330, 2125, 473, 2203]
column-5 — [640, 59, 788, 2345]
legal-notice — [640, 2083, 783, 2345]
notice-paragraph: En fecha 2 dos de junio del 2025 dos mil veinticinco, dentro de los autos que integran el expediente 595/2024, relativo al juicio sucesorio de intestado a bienes de Benigno y Efraín, de apellidos del Real García; se ordenó la publicación de un edicto por una sola vez en el periódico El Porvenir, así como en el Boletín Judicial, ambos que se editan en esta Ciudad, por medio del cual se convoque a todas aquellas personas que se crean con derecho a la masa hereditaria, a fin de que acudan a deducir sus derechos en la presente sucesión, dentro del término de 30 treinta días contados desde la publicación del edicto. Monterrey, Nuevo León a 5 cinco de junio del 2025 dos mil veinticinco. — [640, 2095, 783, 2294]
signature-role: EL C. SECRETARIO DE ACUERDOS "A" PARA SER PUBLICADO DOS VECES DEBIENDO MEDIAR ENTRE UNA Y OTRA PUBLICACIÓN SIETE DÍAS HÁBILES Y ENTRE LA ÚLTIMA Y LA FECHA DE REMATE EL MISMO PLAZO. — [21, 1917, 163, 1996]
notice-paragraph: AL CIUDADANO CHRISTIAN ALEJANDRO CABRIALES AMADOR. DOMICILIO IGNORADO. — [175, 1832, 318, 1874]
notice-paragraph: En los autos del juicio ESPECIAL HIPOTECARIO promovido por BANCO MERCANTIL DEL NORTE SOCIEDAD ANÓNIMA, INSTITUCIÓN DE BANCA MÚLTIPLE, GRUPO FINANCIERO BANORTE antes BBVA MÉXICO, S.A. INSTITUCIÓN DE BANCA MÚLTIPLE, GRUPO FINANCIERO BBVA MÉXICO EN CONTRA DE JULIO CÉSAR RODRÍGUEZ MARTÍNEZ, expediente 973/2011 el C. JUEZ VIGÉSIMO NOVENO CIVIL DE PROCESO ESCRITO DE LA CIUDAD DE MÉXICO, Maestro en Derecho JOSÉ LUIS DE GYVES MARÍN mediante autos de fechas dos de abril del dos mil veinticinco, veintinueve de noviembre, dieciséis de septiembre, veintiocho y catorce de junio del dos mil veinticuatro se ordenó publicar la subasta pública en primera almoneda del bien inmueble hipotecado que en la parte conducente dicen: En la ciudad de México, a dos de abril del año dos mil veinticinco... en cuanto a lo solicitado, se señalan las DIEZ HORAS CON TREINTA MINUTOS DEL DÍA SIETE DE JULIO DE DOS MIL VEINTICINCO para que tenga verificativo la audiencia REMATE EN PRIMERA ALMONEDA, debiendo prepararse la misma, tal y como se encuentra ordenado en auto dictado el catorce de junio de dos mil veinticuatro y su aclaratorio del veintiocho de ese mismo mes y año... — [21, 81, 164, 468]
signature-dates: (18, 19 y 20) — [688, 855, 734, 866]
notice-paragraph: ...asimismo, en la parte conducente donde se dijo "CONVÓQUENSE POSTORES POR MEDIO DE EDICTOS QUE SE PUBLICARÁN POR UNA SOLA VEZ EN LOS MEDIANDO CINCO DÍAS ANTES DE LA FECHA DEL REMATE..." lo que es incorrecto, debiendo decir: "...CONVÓQUENSE POSTORES POR MEDIO DE EDICTOS QUE SE PUBLICARÁN POR DOS VECES DEBIENDO MEDIAR ENTRE UNA Y OTRA PUBLICACIÓN DOCE DÍAS HÁBILES Y ENTRE LA ÚLTIMA Y LA FECHA DE REMATE EL MISMO PLAZO..." Es parte el presente proveído del que se precisa. Y cúmplase con lo ahí ordenado..." —OTRO AUTO— "En la ciudad de México, a catorce de junio del año dos mil veinticuatro... se procede a sacar a remate en PRIMERA ALMONEDA el referido bien, consistente en "LA FINCA MARCADA CON EL NÚMERO 778, UBICADO EN LA CALLE PORTUGAL, DEL LOTE DEL TERRENO MARCADO CON EL NÚMERO 276, DEL FRACCIONAMIENTO JARDINES DE SAN JORGE, UBICADO EN EL MUNICIPIO DE APODACA, ESTADO DE NUEVO LEÓN..."; y para que tenga verificativo la audiencia para dicha subasta, se señalan las DIEZ HORAS CON TREINTA MINUTOS DEL DÍA DOS DE SEPTIEMBRE DEL AÑO EN CURSO; convóquense postores por medio de edictos que se publicarán por una sola vez en los medianos cinco días antes de la fecha del remate en los tableros de avisos de este juzgado, en los de la Secretaría de Finanzas del gobierno del Distrito Federal y en el periódico "LA RAZÓN" sirviendo de base para el remate la cantidad de $497,000.00 (CUATROCIENTOS NOVENTA Y SIETE MIL PESOS 00/100), precio del avalúo exhibido primero en tiempo, y es postura legal la que cubra las dos terceras partes de esa cantidad; debiendo los postores licitadores satisfacer el depósito previo previsto por el artículo 574 del Código Procesal invocado, para ser admitidos como tales. Atendiendo a que el inmueble se encuentra fuera de esta jurisdicción, gírese exhorto con los insertos necesarios, al C. JUEZ DE LO CIVIL COMPETENTE EN EL MUNICIPIO DE APODACA, ESTADO DE NUEVO LEÓN, a fin de que en auxilio de las labores de este juzgado proceda a cumplimentar el presente proveído, facultando al juez exhortado, para acordar todas las promociones tendientes a la diligenciación de lo encomendado, incluyendo poner a disposición de este juzgado bajo su más estricta responsabilidad, concediendo para tal efecto un término de TREINTA DÍAS, para lo cual, PROCEDA LA PERSONA DE TURNO A ELABORAR EL EXHORTO ANTES MENCIONADO, DENTRO DEL TÉRMINO DE TRES DÍAS CONCEDIDO PARA TAL EFECTO..."(sic) — [21, 1080, 164, 1896]
notice-title: EDICTO — [539, 1141, 574, 1152]
notice-paragraph: En fecha 02 dos de julio de 2024 dos mil veinticuatro, se admitió a trámite el expediente judicial número 664/2024, formado con motivo del juicio sucesorio de intestado a bienes de Hortencia Salazar Villarreal, Manuel Rosales Cantú y Hortencia María Rosales Cantú, promovido por Myrna Laura Rosales Salazar, posteriormente en fecha 21 de veintiuno de abril del año 2025 dos mil veinticinco se ordenó notificar a la ciudadana Maricela Rosalez Salazar por medio de edictos que se publicarán por 03 tres veces consecutivas tanto en el Periódico Oficial, Boletín Judicial y en el Periódico de mayor circulación (El Norte, El Metro, El Porvenir), a fin de que se sirvan comparecer al local de este recinto judicial, dentro del término de 30 treinta días a deducir el derecho y repudio los derechos hereditarios que le pudiesen corresponder dentro de la presente sucesión. Aclarando que la notificación realizada en esa forma comenzará a surtir sus efectos a los 10 diez días contados desde el siguiente al de la última publicación, quedando en la Secretaría de este juzgado a disposición de la ciudadana las copias de traslado de la demanda y demás documentos acompañados a la misma, para su debida instrucción, previniéndosele a fin que señale domicilio para el efecto de oír y recibir notificaciones, conforme al artículo 68 del Código Procesal Civil en consulta, apercibido que en caso de no hacerlo así las subsecuentes notificaciones de carácter personal se le harán por medio de la tabla de avisos que para tal efecto se lleva en este juzgado. San Pedro Garza García, Nuevo León, a 11 de junio del 2025. — [21, 2064, 164, 2524]
notice-divider — [191, 1814, 303, 1815]
signature-name: MIGUEL RODRÍGUEZ CARRERA — [486, 1089, 627, 1099]
notice-paragraph: A la persona moral Capital Y Fomento, Sociedad Anónima de Capital Variable y Rodolfo Gómez Hinojosa, con domicilio ignorado. En fecha veinticuatro de octubre de dos mil veinticuatro, se admitió en este Juzgado Cuarto de lo Civil del Primer Distrito Judicial del Estado, con el expediente judicial número 2579/2024, relativo al juicio ordinario civil, promovido por Jesús González González y Clara Elsa Estrada de González, en contra de Capital Y Fomento, Sociedad Anónima de Capital Variable y Rodolfo Gómez Hinojosa, donde se les reclama literalmente lo siguiente: a).- De con la empresa denominada Capital y Fomento, Sociedad Anónima de Capital Variable, se pida la cancelación del Contrato de Hipoteca Voluntaria, en Primer lugar y Grado, celebrado por los comparecientes, con la empresa denominada Capital y Fomento, Sociedad Anónima de Capital Variable, con fecha 02 dos de octubre del año 2008 dos mil ocho, ante la fe del Licenciado Pablo Elizondo Páez, Notario Público número 125 ciento veinticinco, con ejercicio en esta Ciudad de Monterrey, Nuevo León, Escritura Pública número 6,438 seis mil cuatrocientos treinta y ocho, inscrita, en Registro Público de la Propiedad y de Comercio, en la Ciudad de Monterrey, Nuevo León, con el número 4444, Volumen 172, Libro 178, Sección II Gravámenes, del día 27 veintisiete de octubre del año 2008 dos mil ocho; porque está extinguida, la obligación a que sirvió de garantía y no existe adeudo con la empresa demandada. b).- Del señor Rodolfo Gómez Hinojosa, se solicita la cancelación del Poder Especial Irrevocable Para Actos de dominio, otorgado por los suscritos a su favor, el cual parece inserto en la escritura pública 6,438 seis mil cuatrocientos treinta y ocho, inscrita, en Registro Público de la Propiedad y de Comercio, en la Ciudad de Monterrey, Nuevo León, con el número 4444, Volumen 172, Libro 178, Sección II Gravámenes, del día 27 veintisiete de octubre del año 2008 dos mil ocho; porque está extinguida, la obligación a que sirvió de garantía y no existe adeudo con la empresa demandada. c).- Se ordene en vía de consecuencia se expida certificado de cancelación del Contrato de Hipoteca. d).- Pago de los Gastos y Costas, que se generen, con la tramitación de este procedimiento. — [794, 71, 937, 740]
signature-role: C. SECRETARIO ADSCRITO AL JUZGADO OCTAVO DE JUICIO FAMILIAR ORAL — [180, 2524, 313, 2554]
signature-role: C. SECRETARIO ADSCRITO AL JUZGADO QUINTO DEL JUICIO FAMILIAR ORAL — [798, 2361, 934, 2391]
notice-paragraph: Maillell Flores López. Domicilio ignorado. — [485, 1824, 628, 1845]
column-6 — [794, 59, 938, 2401]
legal-notices-columns — [21, 59, 937, 2576]
notice-title: EDICTO — [539, 59, 574, 69]
notice-paragraph: Con fecha 30 treinta de abril del 2025 dos mil veinticinco, se admitió en este Juzgado Quinto de lo Familiar del Primer Distrito Judicial en el Estado, bajo el expediente número 445/2025, relativo al juicio sucesorio acumulado, intestado a bienes de Teófilo Caballero Escamilla y Jorge Alberto Caballero Sánchez, y testamentario a bienes de Yolanda Sánchez Lozano; ordenándose la publicación de un edicto por tres veces consecutivas en el Boletín Judicial del Estado, Boletín Judicial del Estado como en el Periódico El Porvenir, que se edita en la Ciudad de Monterrey, Nuevo León, convocándose a las personas que se crean con derecho a la herencia respecto de Teófilo Caballero Escamilla y Jorge Alberto Caballero Sánchez, a fin de que acudan a deducirlo al local de este juzgado dentro del término de 30 treinta días contados a partir de la última publicación del edicto ordenado. Asimismo, se hace del conocimiento, de lo anterior, que dicho periódico, se publicará por dos veces, de diez en diez días, en el Boletín Judicial, de conformidad con el numeral 819 del Código de Procedimientos Civiles vigente en el Estado de Nuevo León. — [330, 1775, 473, 2100]
signature-name: JUAN RAÚL MORALES AGUIRRE — [640, 2295, 783, 2306]
legal-notice — [640, 59, 783, 866]
signature-dates: (18) — [394, 2193, 409, 2204]
legal-notice — [330, 1764, 473, 2203]
